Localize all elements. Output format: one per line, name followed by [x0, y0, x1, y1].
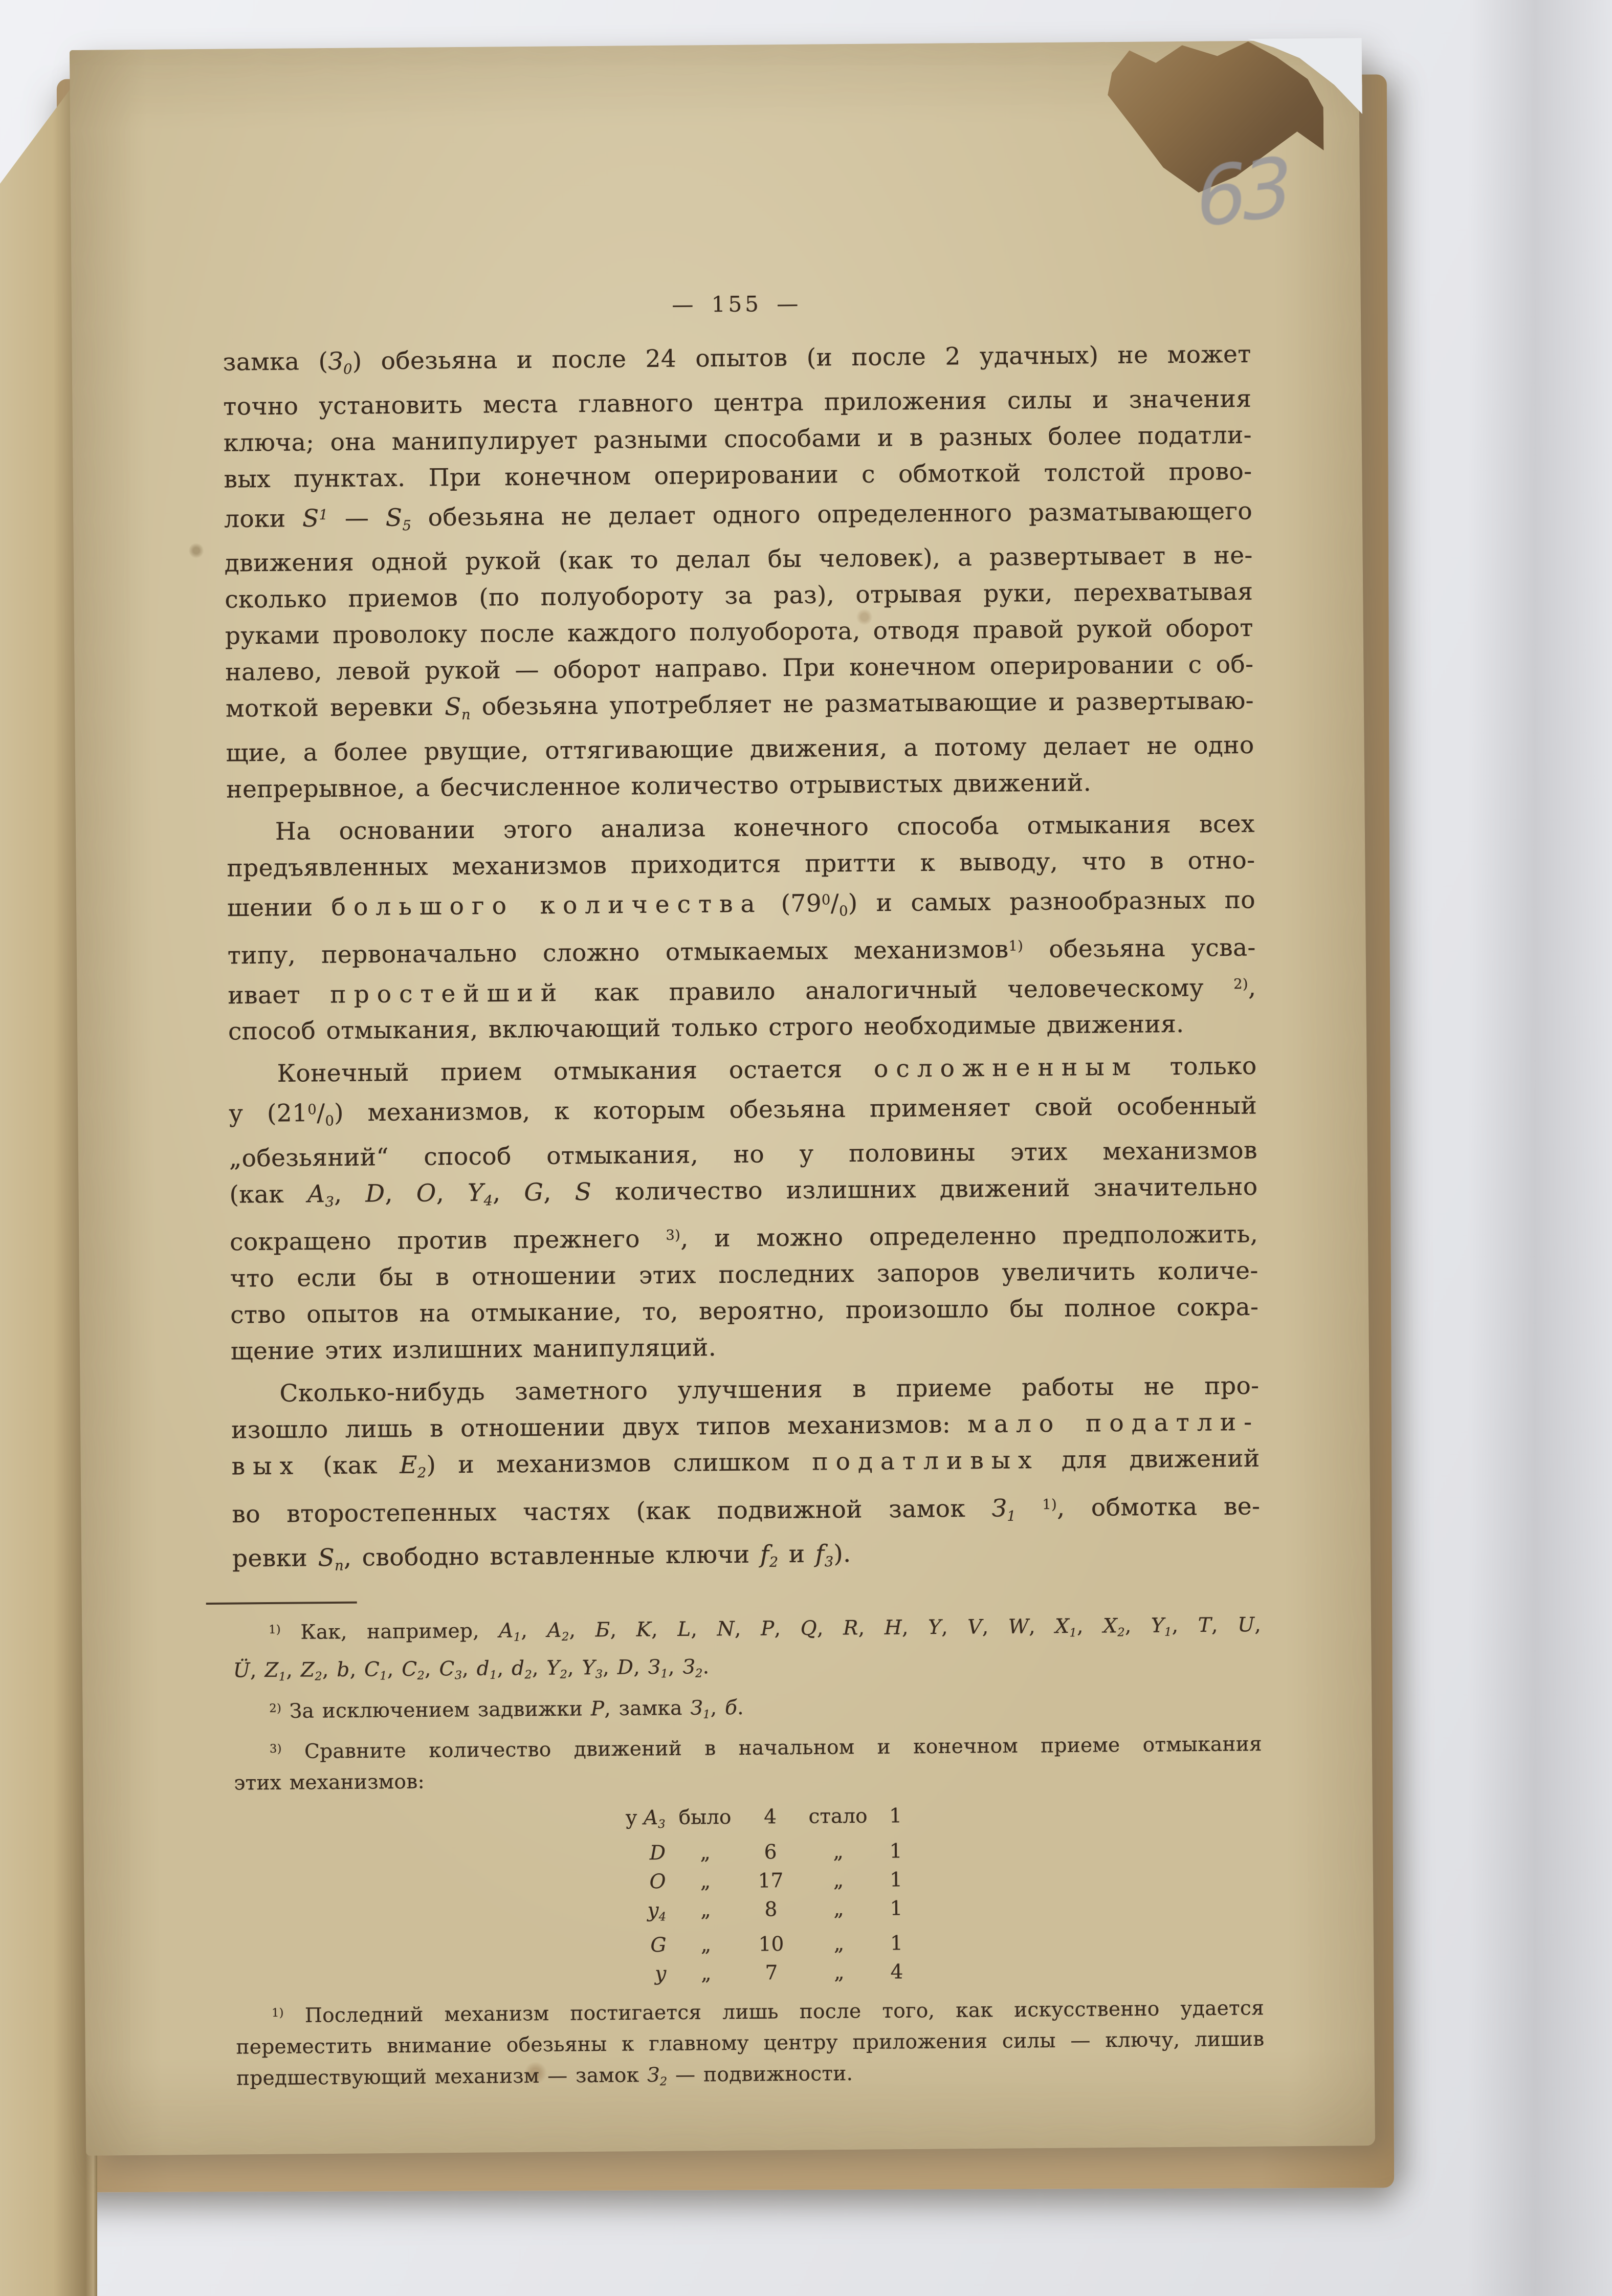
text-run: 1) — [269, 1623, 281, 1636]
text-run: S — [575, 1177, 592, 1206]
text-run: 0 — [343, 361, 352, 378]
body-line: движения одной рукой (как то делал бы человек), а развертывает в не- — [224, 541, 1253, 578]
table-cell: 7 — [765, 1961, 778, 1985]
table-cell — [582, 1960, 672, 1989]
text-run: 2 — [659, 2075, 668, 2089]
text-run: 2 — [560, 1668, 568, 1682]
text-run: 2 — [561, 1630, 569, 1644]
text-run: 0 — [307, 1102, 317, 1118]
text-run: 1 — [702, 1708, 711, 1721]
text-run: L — [677, 1617, 691, 1641]
text-run: P — [760, 1617, 775, 1641]
footnote-line: $^{1)}$ Последний механизм постигается лишь после того, как искусственно удается — [271, 1996, 1265, 2027]
footnote-line: $^{1)}$ Как, например, $A_1$, $A_2$, Б, K, L, N, P, Q, R, H, Y, V, W, $X_1$, $X_2$, $Y_1$, T, U, — [269, 1613, 1262, 1644]
text-run: Y — [1151, 1614, 1165, 1637]
body-line: сколько приемов (по полуобороту за раз), отрывая руки, перехватывая — [225, 577, 1253, 614]
text-run: Z — [264, 1659, 279, 1682]
table-cell: 17 — [758, 1869, 784, 1893]
text-run: 3 — [824, 1554, 834, 1570]
text-run: 1 — [278, 1670, 286, 1684]
body-line: во второстепенных частях (как подвижной замок $З_1$ $^{1)}$, обмотка ве- — [232, 1492, 1261, 1528]
text-run: 2 — [417, 1669, 425, 1683]
text-run: 2 — [315, 1670, 323, 1683]
body-line: точно установить места главного центра приложения силы и значения — [223, 384, 1252, 421]
text-run: S — [302, 504, 319, 533]
text-run: 1 — [319, 507, 328, 523]
footnotes-lower — [236, 1990, 1265, 2101]
table-cell: у $A_3$ — [625, 1806, 666, 1831]
table-cell — [582, 1931, 671, 1960]
text-run: 1) — [271, 2006, 284, 2020]
text-run: 3 — [325, 1194, 335, 1210]
text-run: G — [650, 1933, 667, 1957]
table-cell: „ — [700, 1841, 711, 1865]
body-line: На основании этого анализа конечного способа отмыкания всех — [275, 810, 1255, 846]
text-run: 2 — [695, 1667, 703, 1681]
table-cell: 1 — [890, 1932, 903, 1955]
text-run: 1 — [489, 1669, 497, 1682]
text-run: Z — [300, 1658, 315, 1682]
table-cell: „ — [700, 1933, 712, 1957]
body-line: сокращено против прежнего $^{3)}$, и можно определенно предположить, — [229, 1220, 1258, 1257]
table-cell — [581, 1839, 671, 1868]
body-line: вых пунктах. При конечном оперировании с обмоткой толстой прово- — [224, 457, 1252, 494]
text-run: 0 — [821, 892, 831, 908]
text-run: 4 — [658, 1910, 667, 1923]
text-run: 3) — [666, 1228, 681, 1244]
table-cell: 1 — [890, 1896, 903, 1920]
text-run: G — [524, 1178, 544, 1207]
text-run: 2 — [417, 1465, 427, 1481]
text-run: Y — [928, 1615, 942, 1639]
body-line: замка $(З_0)$ обезьяна и после 24 опытов (и после 2 удачных) не может — [223, 340, 1251, 378]
text-run: З — [690, 1696, 703, 1720]
text-run: Q — [800, 1616, 818, 1640]
text-run: N — [717, 1617, 735, 1641]
body-line: вых (как $E_2$) и механизмов слишком податливых для движений — [231, 1444, 1260, 1481]
table-cell: было — [678, 1806, 732, 1830]
text-run: 0 — [325, 1113, 335, 1129]
text-run: n — [461, 707, 471, 723]
text-run: y — [647, 1898, 659, 1922]
text-run: O — [649, 1870, 666, 1893]
table-cell: 1 — [889, 1804, 902, 1828]
table-cell: 1 — [889, 1839, 902, 1863]
text-run: большого количества — [331, 889, 763, 922]
text-run: C — [439, 1657, 455, 1681]
text-run: d — [476, 1657, 490, 1681]
table-row — [582, 1929, 917, 1960]
text-run: P — [590, 1697, 605, 1720]
text-run: 1 — [513, 1630, 521, 1644]
text-run: T — [1198, 1613, 1212, 1637]
text-run: Y — [467, 1178, 484, 1207]
table-cell — [581, 1868, 671, 1897]
table-cell: 4 — [763, 1805, 777, 1829]
text-run: 1) — [1008, 938, 1024, 954]
text-run: 5 — [402, 517, 412, 534]
table-row — [582, 1958, 917, 1989]
text-run: C — [402, 1658, 417, 1681]
text-run: З — [991, 1494, 1007, 1523]
text-run: 2 — [524, 1668, 533, 1682]
table-cell: 4 — [890, 1960, 903, 1984]
table-cell: „ — [834, 1961, 845, 1984]
text-run: S — [445, 693, 462, 721]
table-cell: „ — [833, 1868, 844, 1892]
text-run: A — [547, 1619, 562, 1642]
text-run: H — [884, 1616, 902, 1639]
text-run: A — [499, 1619, 514, 1643]
body-line: налево, левой рукой — оборот направо. При конечном оперировании с об- — [225, 650, 1254, 687]
text-run: 1 — [660, 1667, 669, 1681]
body-line: предъявленных механизмов приходится притти к выводу, что в отно- — [227, 846, 1255, 883]
body-line: ивает простейший как правило аналогичный человеческому $^{2)}$, — [228, 973, 1256, 1010]
text-column — [72, 287, 1375, 2102]
text-run: X — [1055, 1614, 1070, 1638]
text-run: З — [647, 2064, 660, 2087]
text-run: U — [1237, 1613, 1255, 1637]
text-run: б — [724, 1696, 738, 1719]
table-row — [582, 1894, 917, 1932]
body-line: что если бы в отношении этих последних запоров увеличить количе- — [230, 1256, 1258, 1293]
text-run: O — [416, 1179, 436, 1208]
text-run: E — [399, 1451, 418, 1480]
movement-counts-table — [581, 1802, 917, 1989]
text-run: Б — [595, 1618, 610, 1642]
table-cell: „ — [700, 1898, 711, 1922]
text-run: b — [337, 1658, 350, 1682]
table-cell: „ — [833, 1932, 845, 1956]
text-run: Y — [546, 1656, 560, 1680]
text-run: 2 — [1117, 1626, 1125, 1639]
body-line: „обезьяний“ способ отмыкания, но у половины этих механизмов — [229, 1136, 1258, 1173]
text-run: S — [385, 504, 403, 532]
text-run: 4 — [483, 1192, 493, 1209]
text-run: 2) — [1233, 976, 1249, 992]
body-line: моткой веревки $S_n$ обезьяна употребляет не разматывающие и развертываю- — [225, 686, 1254, 723]
text-run: A — [643, 1806, 658, 1830]
text-run: d — [511, 1657, 525, 1680]
text-run: простейший — [330, 978, 565, 1009]
body-line: у $(21^0/_0)$ механизмов, к которым обезьяна применяет свой особенный — [229, 1091, 1257, 1129]
footnote-line: $^{2)}$ За исключением задвижки P, замка $З_1$, б. — [269, 1696, 744, 1723]
table-row — [581, 1837, 916, 1868]
body-line: способ отмыкания, включающий только строго необходимые движения. — [228, 1010, 1184, 1046]
text-run: вых — [231, 1452, 301, 1481]
text-run: A — [307, 1179, 325, 1209]
text-run: D — [649, 1841, 666, 1865]
body-line: щение этих излишних манипуляций. — [230, 1333, 717, 1366]
text-run: X — [1102, 1614, 1118, 1638]
body-line: щие, а более рвущие, оттягивающие движения, а потому делает не одно — [226, 731, 1254, 768]
text-run: З — [682, 1655, 696, 1679]
text-run: З — [648, 1656, 661, 1679]
body-line: типу, первоначально сложно отмыкаемых механизмов$^{1)}$ обезьяна усва- — [227, 933, 1256, 970]
book-page — [70, 40, 1375, 2156]
text-run: D — [617, 1656, 634, 1680]
body-text — [223, 336, 1261, 1585]
footnote-line: переместить внимание обезьяны к главному центру приложения силы — ключу, лишив — [236, 2027, 1265, 2059]
table-cell: 8 — [764, 1897, 778, 1921]
body-line: ревки $S_n$, свободно вставленные ключи $f_2$ и $f_3$). — [232, 1540, 851, 1574]
text-run: D — [365, 1179, 385, 1208]
body-line: ключа; она манипулирует разными способами и в разных более податли- — [223, 421, 1252, 457]
table-cell: 1 — [889, 1868, 903, 1892]
body-line: непрерывное, а бесчисленное количество отрывистых движений. — [226, 769, 1092, 804]
text-run: податливых — [811, 1446, 1040, 1476]
table-row — [581, 1802, 916, 1840]
text-run: 3 — [454, 1669, 462, 1682]
text-run: Y — [582, 1656, 595, 1680]
body-line: (как $A_3$, D, O, $Y_4$, G, S количество излишних движений значительно — [229, 1172, 1258, 1210]
text-run: K — [636, 1618, 652, 1642]
body-line: шении большого количества $(79^0/_0)$ и самых разнообразных по — [227, 886, 1256, 922]
text-run: 2) — [269, 1701, 282, 1715]
text-run: 1 — [1007, 1508, 1017, 1524]
table-cell: 10 — [758, 1933, 784, 1956]
text-run: W — [1008, 1615, 1029, 1638]
text-run: f — [760, 1540, 769, 1569]
text-run: f — [815, 1540, 825, 1568]
text-run: у — [655, 1962, 667, 1985]
text-run: Ü — [233, 1659, 251, 1682]
body-line: ство опытов на отмыкание, то, вероятно, произошло бы полное сокра- — [230, 1293, 1259, 1329]
text-run: мало податли- — [967, 1408, 1260, 1439]
text-run: 1 — [1069, 1626, 1077, 1640]
text-run: C — [364, 1658, 380, 1681]
table-cell: 6 — [764, 1840, 777, 1864]
text-run: R — [843, 1616, 858, 1640]
body-line: Конечный прием отмыкания остается осложненным только — [277, 1052, 1257, 1088]
text-run: V — [967, 1615, 982, 1639]
table-cell: „ — [833, 1897, 844, 1921]
body-line: Сколько-нибудь заметного улучшения в приеме работы не про- — [279, 1371, 1260, 1408]
footnote-line: Ü, $Z_1$, $Z_2$, b, $C_1$, $C_2$, $C_3$, $d_1$, $d_2$, $Y_2$, $Y_3$, D, $З_1$, $З_2$. — [233, 1655, 710, 1684]
text-run: 1 — [1164, 1625, 1172, 1639]
footnotes-upper — [233, 1607, 1263, 1799]
text-run: 3) — [269, 1742, 282, 1756]
text-run: 1) — [1042, 1496, 1057, 1513]
table-cell: „ — [700, 1869, 711, 1893]
text-run: З — [328, 347, 344, 376]
table-cell: „ — [701, 1962, 712, 1985]
body-line: руками проволоку после каждого полуоборота, отводя правой рукой оборот — [225, 614, 1254, 650]
text-run: осложненным — [873, 1053, 1139, 1084]
footnote-line: этих механизмов: — [234, 1770, 425, 1795]
footnote-line: предшествующий механизм — замок $З_2$ — подвижности. — [236, 2062, 853, 2090]
body-line: изошло лишь в отношении двух типов механизмов: мало податли- — [231, 1408, 1260, 1445]
table-cell — [582, 1896, 672, 1932]
text-run: n — [335, 1558, 344, 1574]
text-run: S — [318, 1544, 335, 1572]
text-run: 3 — [595, 1668, 603, 1681]
table-row — [581, 1866, 916, 1897]
table-cell: „ — [833, 1840, 844, 1864]
body-line: локи $S^1$ — $S_5$ обезьяна не делает одного определенного разматывающего — [224, 497, 1253, 534]
text-run: 0 — [839, 903, 849, 920]
footnote-line: $^{3)}$ Сравните количество движений в начальном и конечном приеме отмыкания — [269, 1733, 1263, 1764]
text-run: 2 — [769, 1555, 779, 1571]
footnote-rule — [206, 1601, 357, 1604]
page-number: — 155 — — [672, 291, 802, 317]
text-run: 1 — [380, 1669, 388, 1683]
table-cell: стало — [808, 1805, 868, 1829]
pencil-annotation: 63 — [1193, 140, 1291, 246]
text-run: 3 — [658, 1818, 666, 1831]
